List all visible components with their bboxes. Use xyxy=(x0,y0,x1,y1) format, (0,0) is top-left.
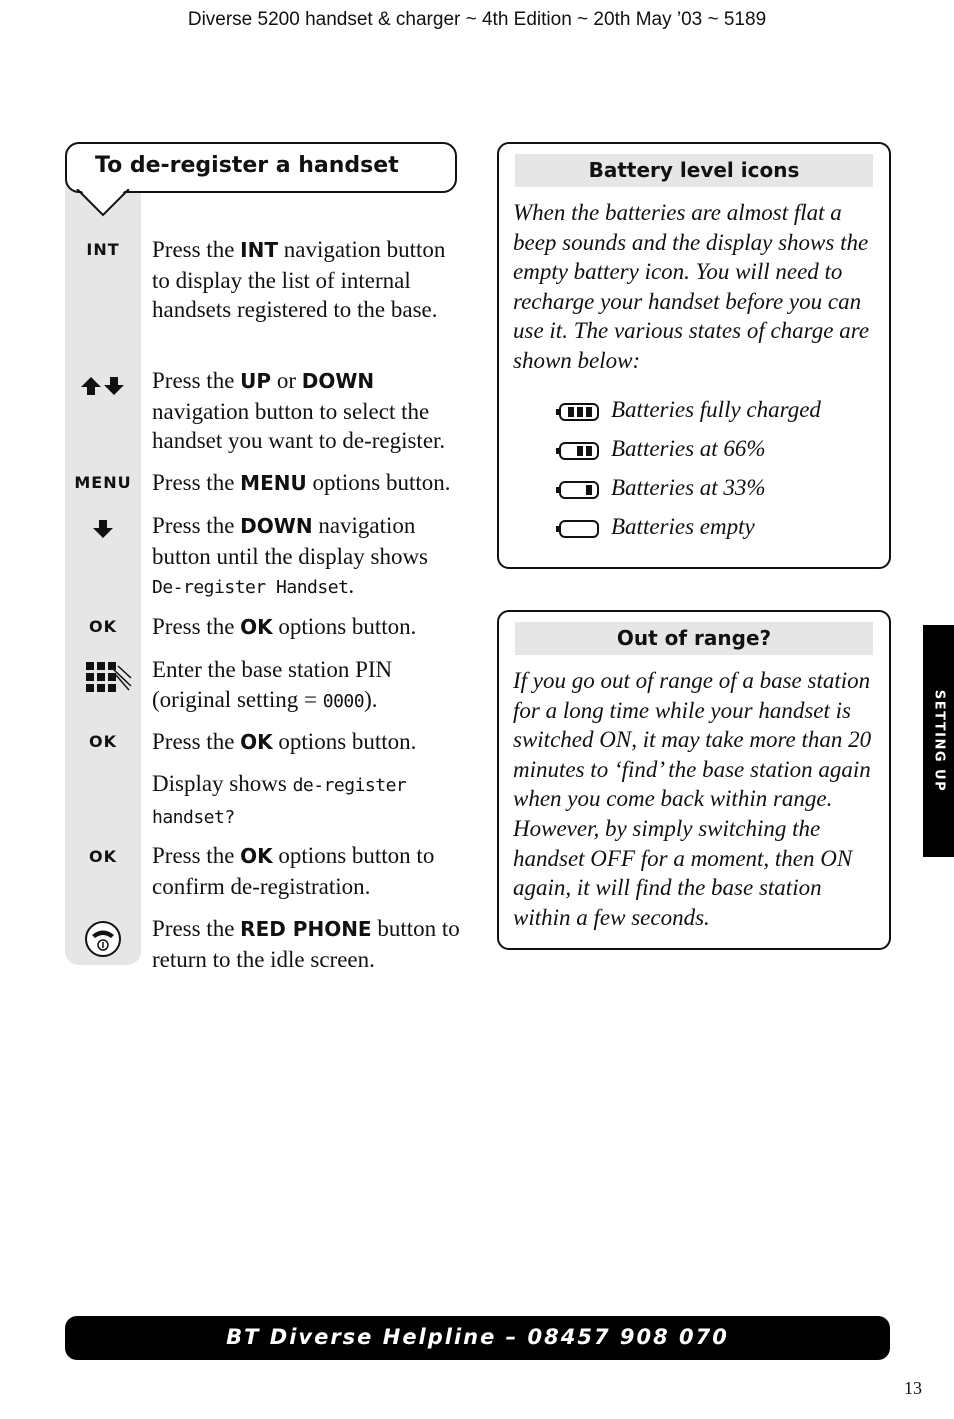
battery-33-label: Batteries at 33% xyxy=(611,475,766,500)
step-2-text: Press the UP or DOWN navigation button to select the handset you want to de-register. xyxy=(152,368,446,453)
range-box-title: Out of range? xyxy=(515,622,873,655)
red-phone-icon xyxy=(84,920,122,958)
battery-66-label: Batteries at 66% xyxy=(611,436,766,461)
battery-empty-icon xyxy=(556,518,600,540)
pin-display-text: 0000 xyxy=(322,690,365,712)
side-tab-label: SETTING UP xyxy=(931,689,946,793)
step-9-text: Press the OK options button to confirm de-registration. xyxy=(152,843,435,899)
up-down-arrows-icon xyxy=(80,375,126,397)
step-7-text: Press the OK options button. xyxy=(152,729,417,754)
section-side-tab xyxy=(923,625,954,857)
battery-level-box xyxy=(497,142,891,569)
ok-button-label: OK xyxy=(89,732,117,751)
helpline-text: BT Diverse Helpline – 08457 908 070 xyxy=(226,1325,729,1349)
display-text: de-register handset? xyxy=(152,775,407,828)
helpline-footer xyxy=(65,1316,890,1360)
step-1-text: Press the INT navigation button to display the list of internal handsets registered to the base. xyxy=(152,237,446,322)
down-arrow-icon xyxy=(92,518,114,540)
keypad-icon xyxy=(85,660,133,694)
battery-empty-label: Batteries empty xyxy=(611,514,755,539)
step-4-text: Press the DOWN navigation button until the display shows De-register Handset. xyxy=(152,513,428,598)
step-3-text: Press the MENU options button. xyxy=(152,470,451,495)
ok-button-label: OK xyxy=(89,617,117,636)
range-box-text: If you go out of range of a base station for a long time while your handset is switched ON, it may take more than 20 minutes to ‘find’ the base station again when you come back within range. However, by simply switching the handset OFF for a moment, then ON again, it will find the base station within a few seconds. xyxy=(513,668,872,930)
ok-button-label: OK xyxy=(89,847,117,866)
section-title-box xyxy=(65,142,457,193)
int-button-label: INT xyxy=(86,240,120,259)
page-number: 13 xyxy=(904,1378,922,1398)
battery-box-text: When the batteries are almost flat a beep sounds and the display shows the empty battery icon. You will need to recharge your handset before you can use it. The various states of charge are shown below: xyxy=(513,200,870,373)
display-text: De-register Handset xyxy=(152,577,349,598)
step-6-text: Enter the base station PIN (original setting = 0000). xyxy=(152,657,393,712)
menu-button-label: MENU xyxy=(74,473,132,492)
step-8-text: Display shows de-register handset? xyxy=(152,771,407,828)
section-title: To de-register a handset xyxy=(95,153,399,178)
battery-box-title: Battery level icons xyxy=(515,154,873,187)
title-notch-pointer xyxy=(65,189,145,219)
out-of-range-box xyxy=(497,610,891,950)
battery-full-icon xyxy=(556,401,600,423)
battery-33-icon xyxy=(556,479,600,501)
battery-full-label: Batteries fully charged xyxy=(611,397,821,422)
battery-66-icon xyxy=(556,440,600,462)
page-header: Diverse 5200 handset & charger ~ 4th Edition ~ 20th May ’03 ~ 5189 xyxy=(187,9,767,30)
icon-column xyxy=(65,150,141,965)
step-5-text: Press the OK options button. xyxy=(152,614,417,639)
step-10-text: Press the RED PHONE button to return to the idle screen. xyxy=(152,916,460,972)
